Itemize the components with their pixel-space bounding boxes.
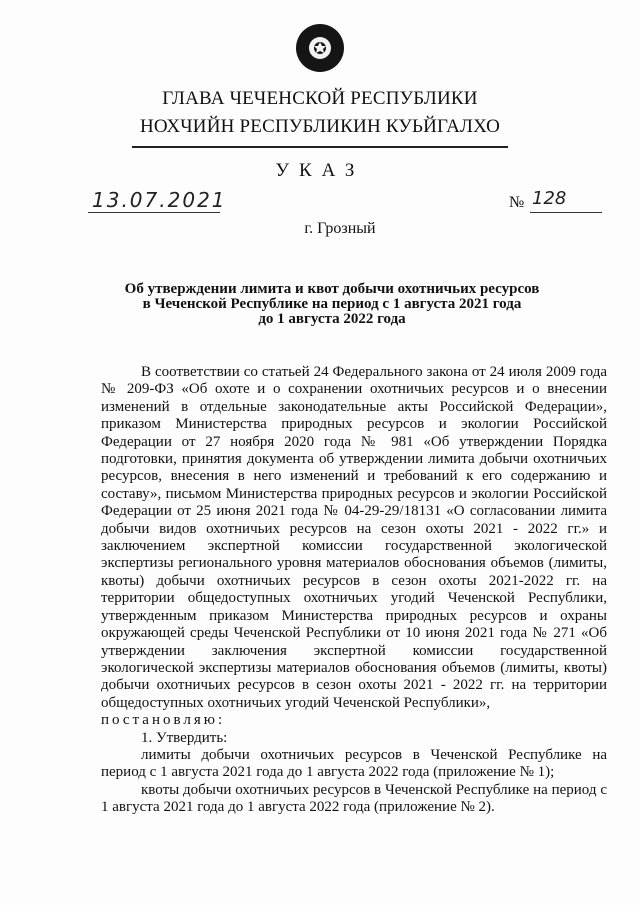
document-type: УКАЗ: [275, 160, 365, 181]
title-line: Об утверждении лимита и квот добычи охотничьих ресурсов: [124, 281, 540, 297]
decree-number: 128: [532, 188, 567, 209]
preamble-paragraph: В соответствии со статьей 24 Федерального закона от 24 июля 2009 года № 209-ФЗ «Об охоте и о сохранении охотничьих ресурсов и о внесении изменений в отдельные законодательные акты Российской Федерации», приказом Министерства природных ресурсов и экологии Российской Федерации от 27 ноября 2020 года № 981 «Об утверждении Порядка подготовки, принятия документа об утверждении лимита добычи охотничьих ресурсов, внесения в него изменений и требований к его содержанию и составу», письмом Министерства природных ресурсов и экологии Российской Федерации от 25 июня 2021 года № 04-29-29/18131 «О согласовании лимита добычи видов охотничьих ресурсов на сезон охоты 2021 - 2022 гг.» и заключением экспертной комиссии государственной экологической экспертизы регионального уровня материалов обоснования объемов (лимиты, квоты) добычи охотничьих ресурсов в сезон охоты 2021-2022 гг. на территории общедоступных охотничьих угодий Чеченской Республики, утвержденным приказом Министерства природных ресурсов и охраны окружающей среды Чеченской Республики от 10 июня 2021 года № 271 «Об утверждении заключения экспертной комиссии государственной экологической экспертизы материалов обоснования объемов (лимиты, квоты) добычи охотничьих ресурсов в сезон охоты 2021 - 2022 гг. на территории общедоступных охотничьих угодий Чеченской Республики»,: [101, 364, 607, 711]
header-line-1: ГЛАВА ЧЕЧЕНСКОЙ РЕСПУБЛИКИ: [162, 88, 478, 109]
number-underline: [530, 212, 602, 213]
coat-of-arms-emblem-icon: [294, 22, 346, 74]
title-line: в Чеченской Республике на период с 1 августа 2021 года: [142, 296, 522, 312]
decree-title: [92, 282, 572, 327]
item-1-limits: лимиты добычи охотничьих ресурсов в Чеченской Республике на период с 1 августа 2021 года до 1 августа 2022 года (приложение № 1);: [101, 746, 607, 781]
item-1-quotas: квоты добычи охотничьих ресурсов в Чеченской Республике на период с 1 августа 2021 года до 1 августа 2022 года (приложение № 2).: [101, 781, 607, 816]
decree-word: постановляю:: [101, 712, 226, 729]
city: г. Грозный: [304, 220, 376, 237]
header-line-2: НОХЧИЙН РЕСПУБЛИКИН КУЬЙГАЛХО: [139, 116, 501, 137]
item-1: 1. Утвердить:: [141, 729, 228, 746]
decree-body: [101, 364, 607, 817]
title-line: до 1 августа 2022 года: [258, 311, 406, 327]
decree-date: 13.07.2021: [92, 188, 227, 212]
number-label: №: [509, 194, 525, 211]
date-underline: [88, 212, 220, 213]
header-divider: [132, 146, 508, 148]
